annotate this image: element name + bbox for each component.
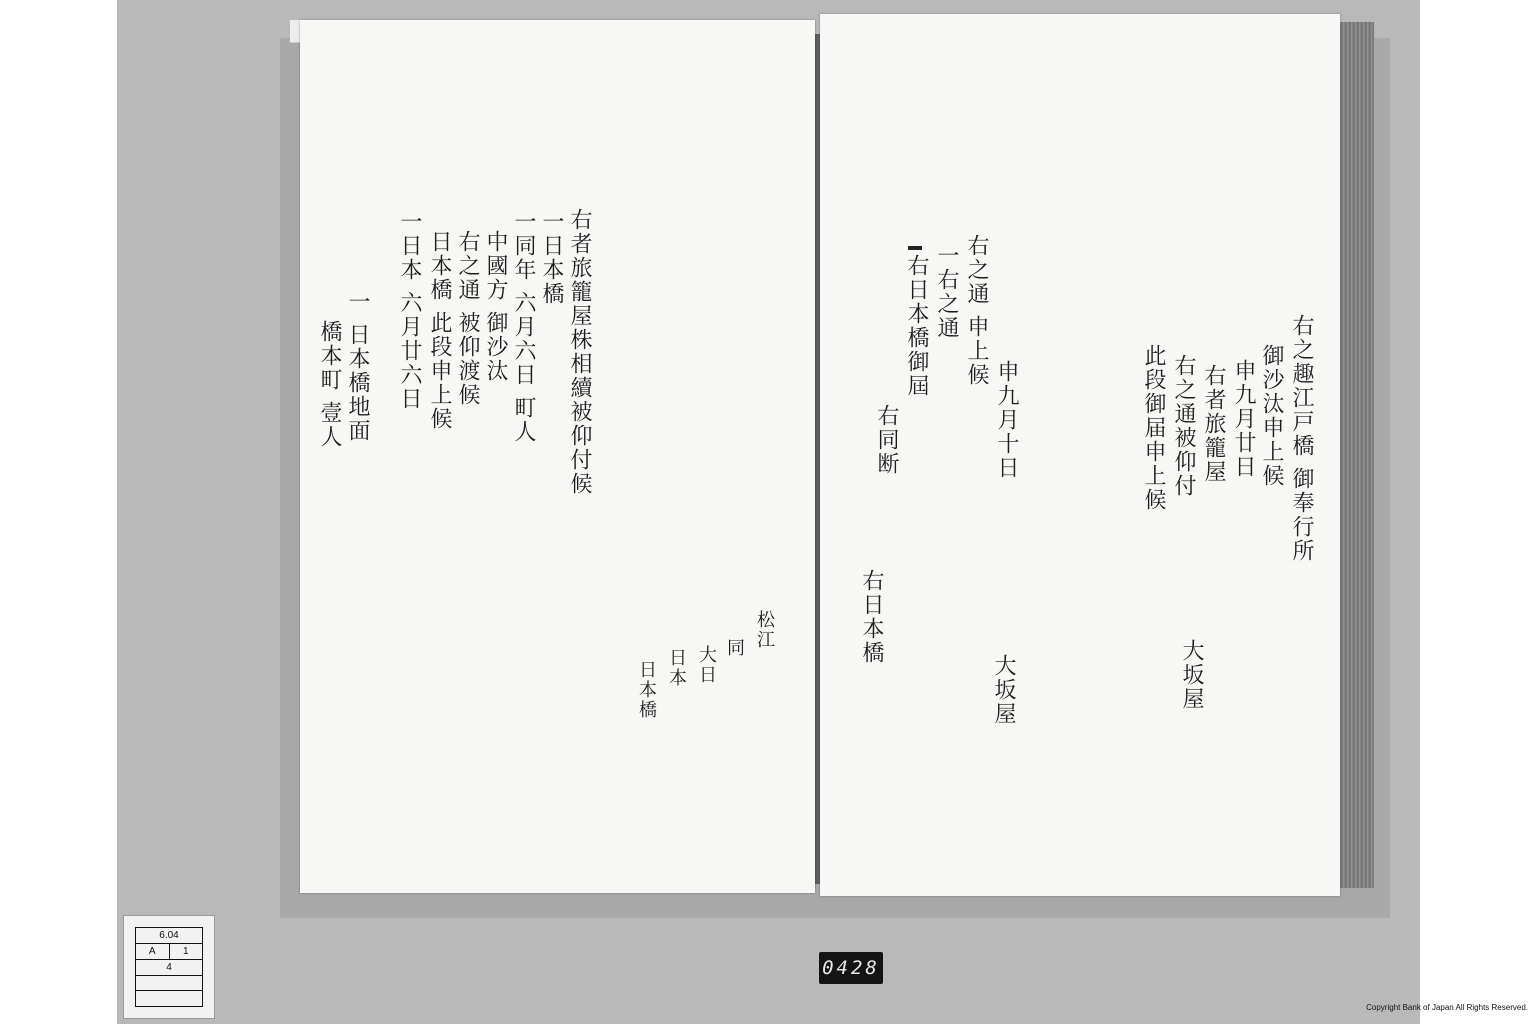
left-column-4: 中國方 御沙汰 <box>483 230 508 383</box>
right-column-1: 右之趣江戸橋 御奉行所 <box>1289 314 1314 563</box>
right-signature-3: 右日本橋 <box>859 569 884 665</box>
right-column-4: 右者旅籠屋 <box>1201 364 1226 484</box>
left-column-2: 一日本橋 <box>539 210 564 306</box>
item-mark <box>908 246 922 250</box>
archive-label-card <box>123 915 215 1019</box>
left-column-3: 一同年 六月六日 町人 <box>511 210 536 444</box>
right-column-6: 此段御届申上候 <box>1141 344 1166 512</box>
book-page-edges <box>1336 22 1374 888</box>
right-page <box>820 14 1340 896</box>
left-column-1: 右者旅籠屋株相續被仰付候 <box>567 208 592 496</box>
left-name-3: 大日 <box>696 645 717 685</box>
right-column-11: 右同断 <box>874 404 899 476</box>
right-column-8: 右之通 申上候 <box>964 234 989 387</box>
left-column-9: 橋本町 壹人 <box>317 320 342 449</box>
left-column-5: 右之通 被仰渡候 <box>455 230 480 407</box>
label-series: A <box>136 944 170 959</box>
label-item: 4 <box>166 962 172 973</box>
label-series-no: 1 <box>182 946 189 957</box>
right-column-9: 一右之通 <box>934 244 959 340</box>
right-signature-2: 大坂屋 <box>991 654 1016 726</box>
right-column-3: 申九月廿日 <box>1231 359 1256 479</box>
left-name-1: 松江 <box>754 610 775 650</box>
right-signature-1: 大坂屋 <box>1179 639 1204 711</box>
left-column-8: 一 日本橋地面 <box>345 290 370 443</box>
right-column-5: 右之通被仰付 <box>1171 354 1196 498</box>
left-name-4: 日本 <box>666 648 687 688</box>
archive-label-grid <box>135 927 203 1007</box>
left-column-7: 一日本 六月廿六日 <box>397 210 422 411</box>
copyright-notice: Copyright Bank of Japan All Rights Reserved. <box>1366 1003 1528 1012</box>
left-column-6: 日本橋 此段申上候 <box>427 230 452 431</box>
left-page <box>300 20 815 893</box>
right-column-10: 右日本橋御屆 <box>904 254 929 398</box>
right-column-2: 御沙汰申上候 <box>1259 344 1284 488</box>
left-name-2: 同 <box>724 638 745 658</box>
left-name-5: 日本橋 <box>636 660 657 720</box>
right-column-7: 申九月十日 <box>994 360 1019 480</box>
label-code: 6.04 <box>159 930 179 941</box>
frame-number: 0428 <box>819 952 883 984</box>
